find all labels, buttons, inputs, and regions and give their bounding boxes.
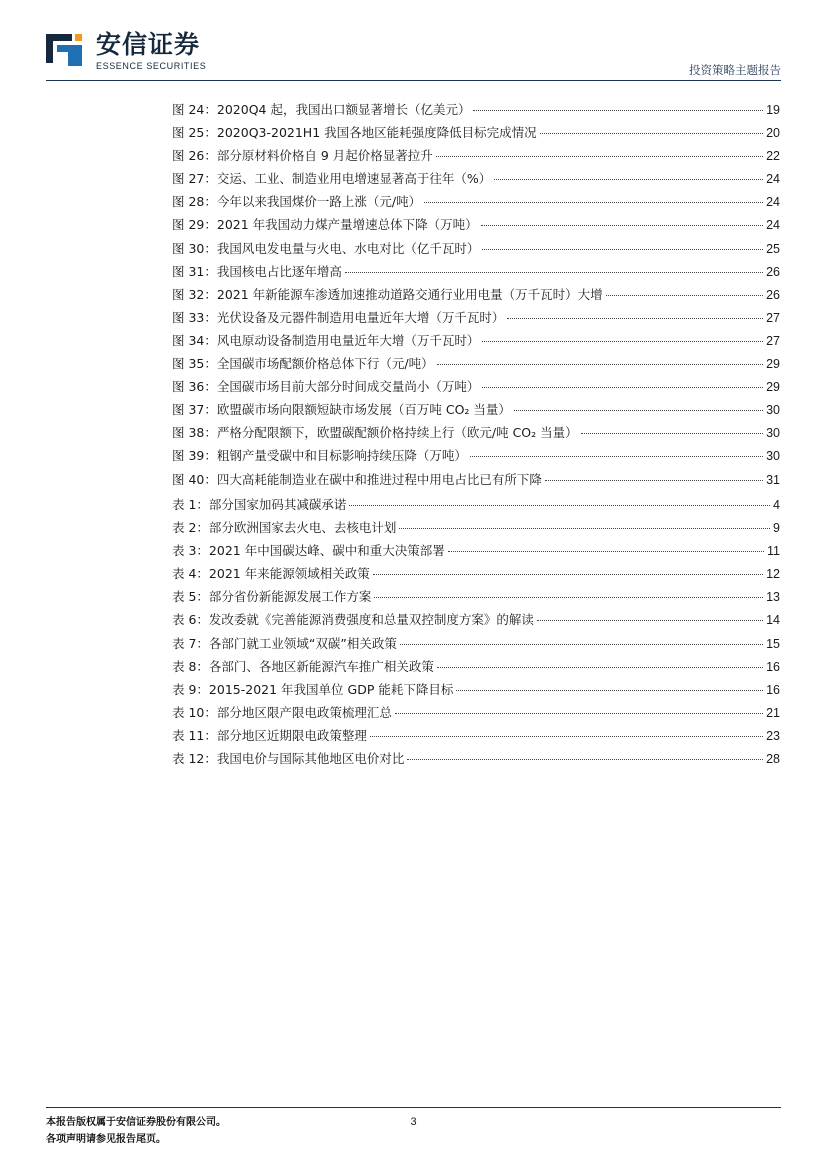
dot-leader [448, 551, 764, 552]
figure-index [172, 100, 780, 493]
figure-entry[interactable] [172, 239, 780, 262]
dot-leader [437, 667, 763, 668]
figure-entry[interactable] [172, 192, 780, 215]
table-entry[interactable] [172, 703, 780, 726]
figure-entry-label: 图 32：2021 年新能源车渗透加速推动道路交通行业用电量（万千瓦时）大增 [172, 286, 603, 302]
table-entry-label: 表 4：2021 年来能源领域相关政策 [172, 566, 370, 582]
dot-leader [400, 644, 763, 645]
figure-entry-label: 图 26：部分原材料价格自 9 月起价格显著拉升 [172, 148, 433, 164]
figure-entry-page: 27 [766, 333, 780, 348]
table-entry-page: 4 [773, 498, 780, 512]
figure-entry-page: 30 [766, 449, 780, 464]
dot-leader [349, 505, 770, 506]
table-entry-label: 表 3：2021 年中国碳达峰、碳中和重大决策部署 [172, 543, 445, 559]
figure-entry-label: 图 35：全国碳市场配额价格总体下行（元/吨） [172, 356, 434, 372]
figure-entry-page: 20 [766, 126, 780, 141]
table-entry-page: 16 [766, 682, 780, 697]
figure-entry[interactable] [172, 285, 780, 308]
table-entry[interactable] [172, 541, 780, 564]
logo-english-name: ESSENCE SECURITIES [96, 61, 207, 71]
table-entry-page: 14 [766, 613, 780, 628]
figure-entry-label: 图 33：光伏设备及元器件制造用电量近年大增（万千瓦时） [172, 309, 505, 325]
dot-leader [482, 341, 763, 342]
table-entry[interactable] [172, 634, 780, 657]
dot-leader [456, 690, 763, 691]
figure-entry-page: 22 [766, 149, 780, 164]
table-entry-page: 9 [773, 521, 780, 536]
figure-entry-label: 图 31：我国核电占比逐年增高 [172, 263, 342, 279]
figure-entry-page: 19 [766, 103, 780, 117]
figure-entry-page: 25 [766, 241, 780, 256]
figure-entry[interactable] [172, 423, 780, 446]
table-entry[interactable] [172, 657, 780, 680]
table-entry-page: 11 [767, 544, 780, 559]
table-entry-label: 表 8：各部门、各地区新能源汽车推广相关政策 [172, 658, 434, 674]
figure-entry-label: 图 34：风电原动设备制造用电量近年大增（万千瓦时） [172, 332, 480, 348]
figure-entry-label: 图 30：我国风电发电量与火电、水电对比（亿千瓦时） [172, 240, 480, 256]
table-entry-page: 15 [766, 636, 780, 651]
table-entry-label: 表 10：部分地区限产限电政策梳理汇总 [172, 704, 392, 720]
table-entry-page: 21 [766, 705, 780, 720]
table-entry[interactable] [172, 610, 780, 633]
figure-entry-page: 24 [766, 172, 780, 187]
table-entry[interactable] [172, 726, 780, 749]
table-entry[interactable] [172, 564, 780, 587]
dot-leader [407, 759, 763, 760]
figure-entry-label: 图 40：四大高耗能制造业在碳中和推进过程中用电占比已有所下降 [172, 471, 542, 487]
dot-leader [482, 249, 763, 250]
dot-leader [395, 713, 763, 714]
figure-entry-label: 图 37：欧盟碳市场向限额短缺市场发展（百万吨 CO₂ 当量） [172, 402, 511, 418]
table-list [172, 495, 780, 772]
dot-leader [424, 202, 763, 203]
figure-entry[interactable] [172, 215, 780, 238]
table-entry-page: 13 [766, 590, 780, 605]
table-entry[interactable] [172, 749, 780, 772]
dot-leader [482, 387, 763, 388]
figure-list [172, 100, 780, 493]
table-entry-label: 表 6：发改委就《完善能源消费强度和总量双控制度方案》的解读 [172, 612, 534, 628]
figure-entry[interactable] [172, 169, 780, 192]
figure-entry[interactable] [172, 308, 780, 331]
figure-entry-page: 26 [766, 287, 780, 302]
dot-leader [437, 364, 764, 365]
dot-leader [345, 272, 763, 273]
table-entry-page: 23 [766, 728, 780, 743]
dot-leader [606, 295, 763, 296]
figure-entry-label: 图 24：2020Q4 起，我国出口额显著增长（亿美元） [172, 102, 471, 117]
figure-entry[interactable] [172, 377, 780, 400]
figure-entry-page: 24 [766, 195, 780, 210]
table-entry-label: 表 2：部分欧洲国家去火电、去核电计划 [172, 520, 397, 536]
figure-entry-page: 30 [766, 426, 780, 441]
dot-leader [545, 480, 763, 481]
dot-leader [537, 620, 763, 621]
figure-entry[interactable] [172, 400, 780, 423]
dot-leader [581, 433, 763, 434]
figure-entry-label: 图 25：2020Q3-2021H1 我国各地区能耗强度降低目标完成情况 [172, 125, 537, 141]
dot-leader [374, 597, 763, 598]
header-divider [46, 80, 781, 81]
figure-entry[interactable] [172, 262, 780, 285]
figure-entry-label: 图 36：全国碳市场目前大部分时间成交量尚小（万吨） [172, 379, 480, 395]
company-logo [46, 30, 236, 74]
dot-leader [540, 133, 763, 134]
figure-entry-page: 27 [766, 310, 780, 325]
footer-divider [46, 1107, 781, 1108]
table-entry-label: 表 5：部分省份新能源发展工作方案 [172, 589, 372, 605]
dot-leader [473, 110, 763, 111]
figure-entry-page: 26 [766, 264, 780, 279]
table-entry-label: 表 9：2015-2021 年我国单位 GDP 能耗下降目标 [172, 681, 454, 697]
table-entry[interactable] [172, 495, 780, 518]
table-entry[interactable] [172, 680, 780, 703]
figure-entry-page: 31 [766, 472, 780, 487]
dot-leader [436, 156, 763, 157]
figure-entry[interactable] [172, 354, 780, 377]
table-entry-label: 表 7：各部门就工业领域“双碳”相关政策 [172, 635, 397, 651]
dot-leader [507, 318, 763, 319]
report-type: 投资策略主题报告 [689, 63, 781, 77]
figure-entry[interactable] [172, 470, 780, 493]
table-entry-page: 16 [766, 659, 780, 674]
table-entry-page: 28 [766, 752, 780, 767]
figure-entry[interactable] [172, 100, 780, 123]
figure-entry[interactable] [172, 146, 780, 169]
table-entry[interactable] [172, 518, 780, 541]
figure-entry-page: 29 [766, 380, 780, 395]
table-index [172, 495, 780, 772]
table-entry-label: 表 11：部分地区近期限电政策整理 [172, 727, 367, 743]
table-entry[interactable] [172, 587, 780, 610]
figure-entry-label: 图 38：严格分配限额下，欧盟碳配额价格持续上行（欧元/吨 CO₂ 当量） [172, 425, 578, 441]
dot-leader [494, 179, 763, 180]
dot-leader [481, 225, 763, 226]
dot-leader [514, 410, 763, 411]
figure-entry-label: 图 39：粗钢产量受碳中和目标影响持续压降（万吨） [172, 448, 467, 464]
figure-entry-label: 图 27：交运、工业、制造业用电增速显著高于往年（%） [172, 171, 492, 187]
figure-entry[interactable] [172, 123, 780, 146]
figure-entry[interactable] [172, 331, 780, 354]
figure-entry-label: 图 29：2021 年我国动力煤产量增速总体下降（万吨） [172, 217, 478, 233]
dot-leader [470, 456, 763, 457]
table-entry-page: 12 [766, 567, 780, 582]
essence-logo-icon [46, 30, 82, 66]
table-entry-label: 表 1：部分国家加码其减碳承诺 [172, 497, 347, 512]
page-number: 3 [410, 1116, 417, 1128]
disclaimer-note: 各项声明请参见报告尾页。 [46, 1134, 166, 1145]
figure-entry-page: 29 [766, 357, 780, 372]
dot-leader [373, 574, 763, 575]
copyright-notice: 本报告版权属于安信证券股份有限公司。 [46, 1117, 226, 1128]
dot-leader [370, 736, 763, 737]
figure-entry-page: 24 [766, 218, 780, 233]
figure-entry-page: 30 [766, 403, 780, 418]
dot-leader [399, 528, 770, 529]
figure-entry[interactable] [172, 446, 780, 469]
table-entry-label: 表 12：我国电价与国际其他地区电价对比 [172, 751, 405, 767]
figure-entry-label: 图 28：今年以来我国煤价一路上涨（元/吨） [172, 194, 422, 210]
logo-chinese-name: 安信证券 [96, 30, 201, 59]
